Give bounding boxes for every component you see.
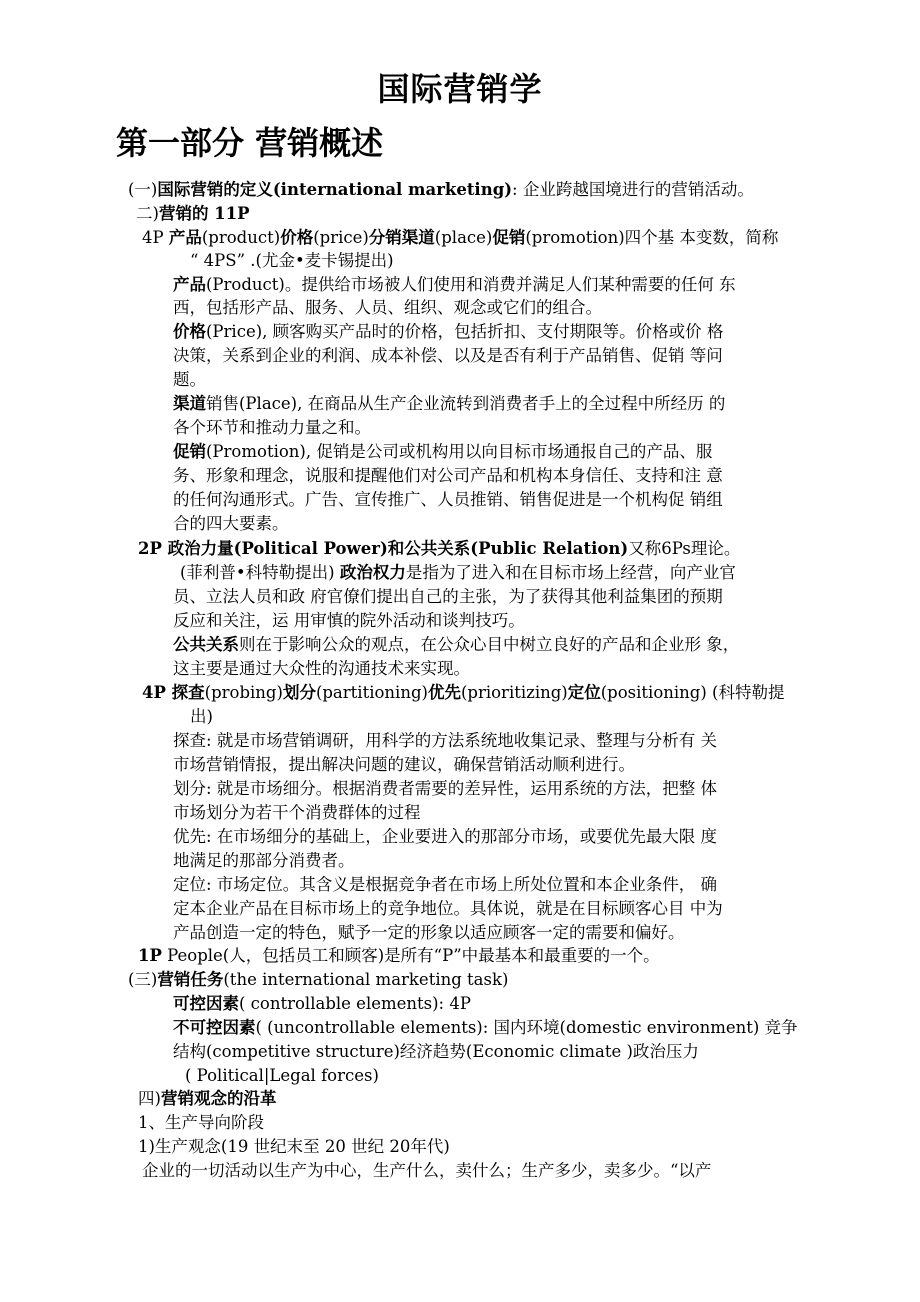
text-line: 1、生产导向阶段 xyxy=(138,1113,264,1132)
text-line: 4P 产品(product)价格(price)分销渠道(place)促销(promotion)四个基 本变数，简称 xyxy=(142,228,779,247)
text-line: 各个环节和推动力量之和。 xyxy=(173,418,371,437)
text-line: 划分: 就是市场细分。根据消费者需要的差异性，运用系统的方法，把整 体 xyxy=(173,779,718,798)
text-line: 务、形象和理念，说服和提醒他们对公司产品和机构本身信任、支持和注 意 xyxy=(173,466,723,485)
text-line: 地满足的那部分消费者。 xyxy=(173,851,355,870)
part-heading: 第一部分 营销概述 xyxy=(116,124,384,162)
text-line: 市场划分为若干个消费群体的过程 xyxy=(173,803,421,822)
text-line: 西，包括形产品、服务、人员、组织、观念或它们的组合。 xyxy=(173,298,602,317)
text-line: 可控因素( controllable elements): 4P xyxy=(173,994,471,1013)
text-line: 1)生产观念(19 世纪末至 20 世纪 20年代) xyxy=(138,1137,450,1156)
text-line: 探查: 就是市场营销调研，用科学的方法系统地收集记录、整理与分析有 关 xyxy=(173,731,718,750)
text-line: 这主要是通过大众性的沟通技术来实现。 xyxy=(173,659,470,678)
text-line: 合的四大要素。 xyxy=(173,514,289,533)
text-line: 出) xyxy=(190,707,213,726)
text-line: 1P People(人，包括员工和顾客)是所有“P”中最基本和最重要的一个。 xyxy=(138,946,660,965)
text-line: 价格(Price), 顾客购买产品时的价格，包括折扣、支付期限等。价格或价 格 xyxy=(173,322,724,341)
text-line: 企业的一切活动以生产为中心，生产什么，卖什么；生产多少，卖多少。“以产 xyxy=(142,1161,712,1180)
text-line: (三)营销任务(the international marketing task) xyxy=(128,970,509,989)
text-line: 四)营销观念的沿革 xyxy=(138,1089,277,1108)
text-line: 的任何沟通形式。广告、宣传推广、人员推销、销售促进是一个机构促 销组 xyxy=(173,490,723,509)
text-line: 二)营销的 11P xyxy=(136,204,250,223)
text-line: 4P 探查(probing)划分(partitioning)优先(prioritizing)定位(positioning) (科特勒提 xyxy=(142,683,785,702)
text-line: 渠道销售(Place), 在商品从生产企业流转到消费者手上的全过程中所经历 的 xyxy=(173,394,726,413)
text-line: 题。 xyxy=(173,370,206,389)
text-line: 促销(Promotion), 促销是公司或机构用以向目标市场通报自己的产品、服 xyxy=(173,442,713,461)
text-line: 结构(competitive structure)经济趋势(Economic climate )政治压力 xyxy=(173,1042,699,1061)
text-line: (菲利普•科特勒提出) 政治权力是指为了进入和在目标市场上经营，向产业官 xyxy=(180,563,736,582)
text-line: 2P 政治力量(Political Power)和公共关系(Public Relation)又称6Ps理论。 xyxy=(138,539,741,558)
text-line: 决策，关系到企业的利润、成本补偿、以及是否有利于产品销售、促销 等问 xyxy=(173,346,723,365)
text-line: 公共关系则在于影响公众的观点，在公众心目中树立良好的产品和企业形 象， xyxy=(173,635,740,654)
text-line: 员、立法人员和政 府官僚们提出自己的主张，为了获得其他利益集团的预期 xyxy=(173,587,723,606)
text-line: 反应和关注，运 用审慎的院外活动和谈判技巧。 xyxy=(173,611,525,630)
text-line: ( Political|Legal forces) xyxy=(185,1066,379,1085)
text-line: 产品(Product)。提供给市场被人们使用和消费并满足人们某种需要的任何 东 xyxy=(173,275,736,294)
text-line: “ 4PS” .(尤金•麦卡锡提出) xyxy=(190,251,394,270)
text-line: 定位: 市场定位。其含义是根据竞争者在市场上所处位置和本企业条件， 确 xyxy=(173,875,718,894)
text-line: 优先: 在市场细分的基础上，企业要进入的那部分市场，或要优先最大限 度 xyxy=(173,827,718,846)
document-title: 国际营销学 xyxy=(377,70,543,108)
text-line: 产品创造一定的特色，赋予一定的形象以适应顾客一定的需要和偏好。 xyxy=(173,923,685,942)
text-line: 市场营销情报，提出解决问题的建议，确保营销活动顺利进行。 xyxy=(173,755,635,774)
text-line: 定本企业产品在目标市场上的竞争地位。具体说，就是在目标顾客心目 中为 xyxy=(173,899,723,918)
text-line: (一)国际营销的定义(international marketing): 企业跨越国境进行的营销活动。 xyxy=(128,180,754,199)
text-line: 不可控因素( (uncontrollable elements): 国内环境(domestic environment) 竞争 xyxy=(173,1018,798,1037)
